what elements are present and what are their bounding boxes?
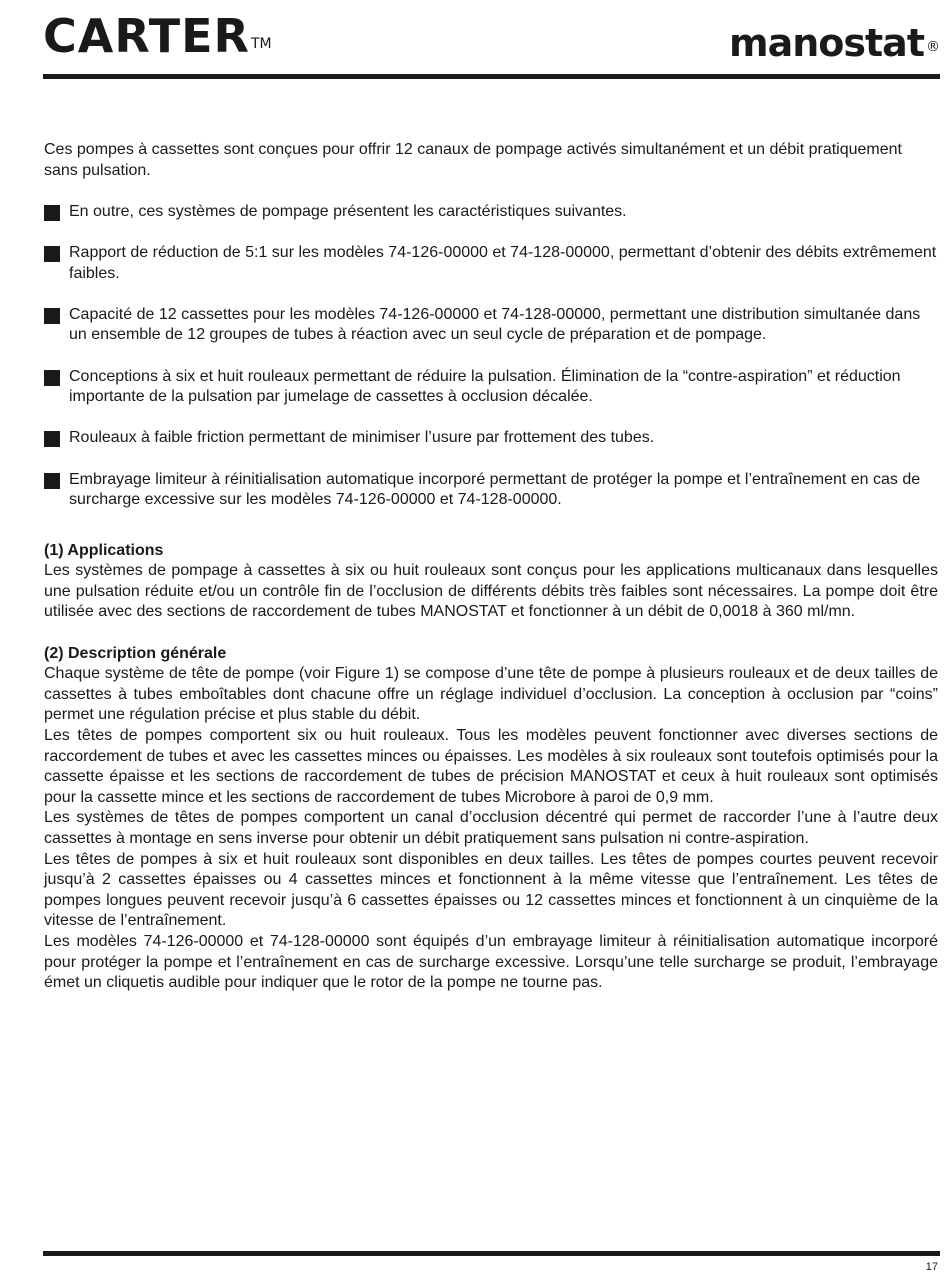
bullet-text: Rouleaux à faible friction permettant de minimiser l’usure par frottement des tubes. [69, 429, 655, 447]
header-rule [43, 74, 940, 79]
section-paragraph: Les têtes de pompes à six et huit rouleaux sont disponibles en deux tailles. Les têtes de pompes courtes peuvent recevoir jusqu’à 2 cassettes épaisses ou 4 cassettes minces et fonctionnent à la même vitesse que l’entraînement. Les têtes de pompes longues peuvent recevoir jusqu’à 6 cassettes épaisses ou 12 cassettes minces et fonctionnent à un cinquième de la vitesse de l’entraînement. [44, 850, 938, 930]
section-paragraph: Les systèmes de pompage à cassettes à six ou huit rouleaux sont conçus pour les applications multicanaux dans lesquelles une pulsation réduite et/ou un contrôle fin de l’occlusion de différents débits très faibles sont nécessaires. La pompe doit être utilisée avec des sections de raccordement de tubes MANOSTAT et fonctionner à un débit de 0,0018 à 360 ml/mn. [44, 562, 938, 621]
section-paragraph: Les têtes de pompes comportent six ou huit rouleaux. Tous les modèles peuvent fonctionner avec diverses sections de raccordement de tubes et avec les cassettes minces ou épaisses. Les modèles à six rouleaux sont toutefois optimisés pour la cassette épaisse et les sections de raccordement de tubes de précision MANOSTAT et ceux à huit rouleaux sont optimisés pour la cassette mince et les sections de raccordement de tubes Microbore à paroi de 0,9 mm. [44, 727, 938, 806]
section-heading: (2) Description générale [44, 644, 227, 662]
page-number: 17 [925, 1261, 938, 1273]
bullet-item [44, 367, 938, 408]
bullet-item [44, 470, 938, 511]
carter-logo-text: CARTER [43, 9, 250, 63]
document-body [44, 140, 938, 994]
bullet-square-icon [44, 246, 60, 262]
bullet-item [44, 428, 938, 449]
bullet-square-icon [44, 205, 60, 221]
footer-rule [43, 1251, 940, 1256]
section-heading: (1) Applications [44, 541, 164, 559]
carter-logo [43, 6, 272, 66]
bullet-square-icon [44, 370, 60, 386]
bullet-item [44, 305, 938, 346]
intro-paragraph: Ces pompes à cassettes sont conçues pour offrir 12 canaux de pompage activés simultanément et un débit pratiquement sans pulsation. [44, 141, 902, 179]
bullet-item [44, 243, 938, 284]
bullet-item [44, 202, 938, 223]
bullet-text: Rapport de réduction de 5:1 sur les modèles 74-126-00000 et 74-128-00000, permettant d’obtenir des débits extrêmement faibles. [69, 243, 937, 282]
bullet-square-icon [44, 431, 60, 447]
page-header [0, 0, 950, 82]
manostat-logo-text: manostat [729, 21, 924, 65]
section-paragraph: Les systèmes de têtes de pompes comportent un canal d’occlusion décentré qui permet de raccorder l’une à l’autre deux cassettes à montage en sens inverse pour obtenir un débit pratiquement sans pulsation ni contre-aspiration. [44, 809, 938, 847]
trademark-mark: TM [250, 36, 272, 52]
section-paragraph: Chaque système de tête de pompe (voir Figure 1) se compose d’une tête de pompe à plusieurs rouleaux et de deux tailles de cassettes à tubes emboîtables dont chacune offre un réglage individuel d’occlusion. La conception à occlusion par “coins” permet une régulation précise et plus stable du débit. [44, 665, 938, 724]
bullet-text: En outre, ces systèmes de pompage présentent les caractéristiques suivantes. [69, 202, 627, 220]
registered-mark: ® [926, 39, 940, 55]
bullet-text: Capacité de 12 cassettes pour les modèles 74-126-00000 et 74-128-00000, permettant une distribution simultanée dans un ensemble de 12 groupes de tubes à réaction avec un seul cycle de préparation et de pompage. [69, 305, 921, 344]
section-applications [44, 541, 938, 623]
section-paragraph: Les modèles 74-126-00000 et 74-128-00000 sont équipés d’un embrayage limiteur à réinitialisation automatique incorporé pour protéger la pompe et l’entraînement en cas de surcharge excessive. Lorsqu’une telle surcharge se produit, l’embrayage émet un cliquetis audible pour indiquer que le rotor de la pompe ne tourne pas. [44, 932, 938, 992]
section-description [44, 644, 938, 994]
bullet-text: Conceptions à six et huit rouleaux permettant de réduire la pulsation. Élimination de la “contre-aspiration” et réduction importante de la pulsation par jumelage de cassettes à occlusion décalée. [69, 367, 901, 406]
bullet-square-icon [44, 473, 60, 489]
manostat-logo [729, 18, 940, 68]
bullet-text: Embrayage limiteur à réinitialisation automatique incorporé permettant de protéger la pompe et l’entraînement en cas de surcharge excessive sur les modèles 74-126-00000 et 74-128-00000. [69, 470, 921, 509]
bullet-square-icon [44, 308, 60, 324]
